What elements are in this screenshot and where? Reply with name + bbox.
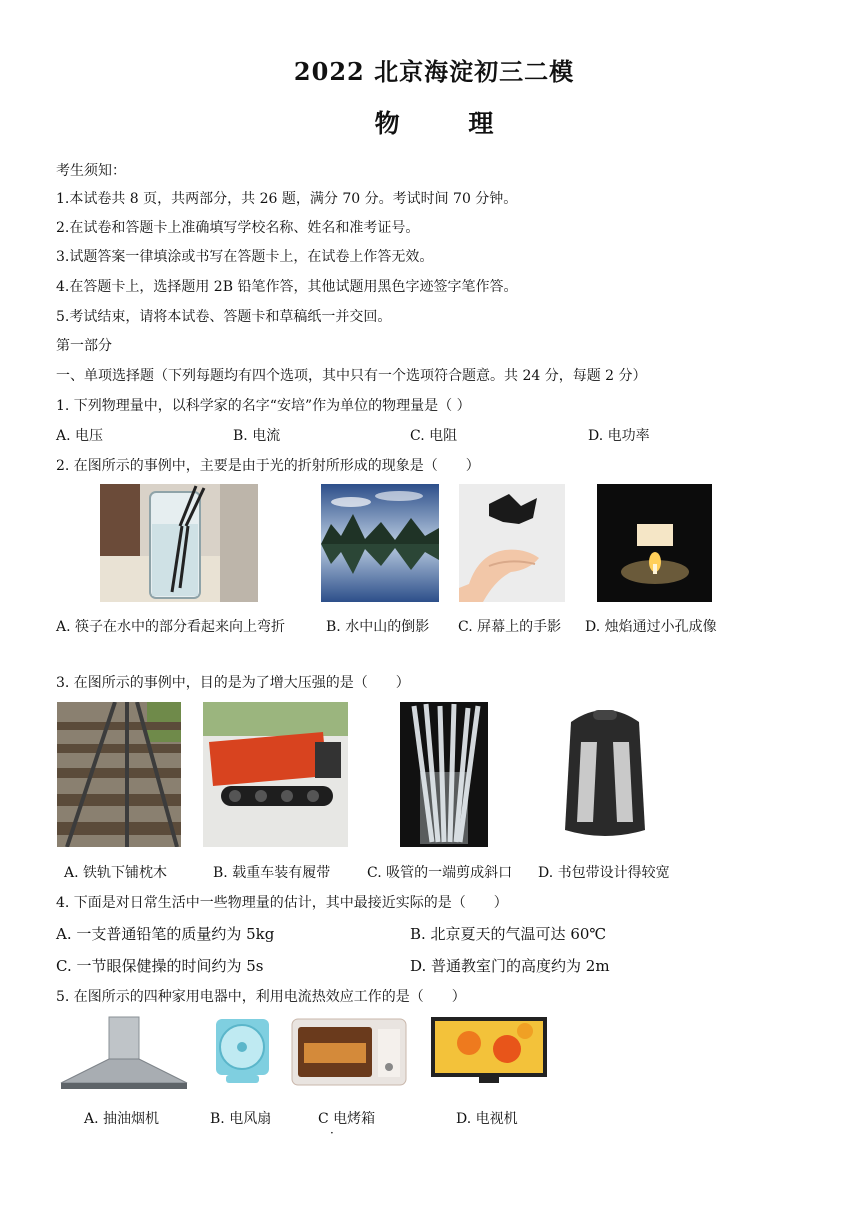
q5-stem: 5. 在图所示的四种家用电器中，利用电流热效应工作的是（ ） [56,989,466,1005]
footer-dot: · [330,1126,334,1140]
q4-option-d: D. 普通教室门的高度约为 2m [410,957,610,975]
pinhole-candle-photo [597,484,712,602]
q2-option-d: D. 烛焰通过小孔成像 [585,619,717,635]
notice-item-3: 3.试题答案一律填涂或书写在答题卡上，在试卷上作答无效。 [56,249,434,265]
q1-option-a: A. 电压 [56,428,104,444]
q5-option-a: A. 抽油烟机 [84,1111,160,1127]
q2-stem: 2. 在图所示的事例中，主要是由于光的折射所形成的现象是（ ） [56,458,480,474]
backpack-photo [547,702,663,847]
electric-oven-photo [290,1015,408,1093]
q4-option-b: B. 北京夏天的气温可达 60℃ [410,925,607,943]
q1-stem: 1. 下列物理量中，以科学家的名字“安培”作为单位的物理量是（ ） [56,398,471,414]
television-photo [429,1015,549,1087]
q5-option-c: C 电烤箱 [318,1111,376,1127]
notice-item-1: 1.本试卷共 8 页，共两部分，共 26 题，满分 70 分。考试时间 70 分钟。 [56,191,518,207]
q3-option-b: B. 载重车装有履带 [213,865,331,881]
q4-option-c: C. 一节眼保健操的时间约为 5s [56,957,264,975]
chopsticks-in-water-photo [100,484,258,602]
subject-title: 物 理 [374,109,494,138]
q4-stem: 4. 下面是对日常生活中一些物理量的估计，其中最接近实际的是（ ） [56,895,508,911]
q3-option-c: C. 吸管的一端剪成斜口 [367,865,513,881]
q5-option-d: D. 电视机 [456,1111,518,1127]
notice-item-4: 4.在答题卡上，选择题用 2B 铅笔作答，其他试题用黑色字迹签字笔作答。 [56,279,518,295]
straws-photo [400,702,488,847]
q2-option-c: C. 屏幕上的手影 [458,619,562,635]
exam-title: 2022 北京海淀初三二模 [293,57,575,86]
notice-item-2: 2.在试卷和答题卡上准确填写学校名称、姓名和准考证号。 [56,220,420,236]
q3-option-d: D. 书包带设计得较宽 [538,865,670,881]
q4-option-a: A. 一支普通铅笔的质量约为 5kg [56,925,275,943]
notice-heading: 考生须知： [56,163,126,179]
tracked-truck-photo [203,702,348,847]
q1-option-d: D. 电功率 [588,428,650,444]
hand-shadow-photo [459,484,565,602]
notice-item-5: 5.考试结束，请将本试卷、答题卡和草稿纸一并交回。 [56,309,392,325]
railway-sleepers-photo [57,702,181,847]
range-hood-photo [57,1015,192,1095]
q3-option-a: A. 铁轨下铺枕木 [64,865,168,881]
section-heading: 一、单项选择题（下列每题均有四个选项，其中只有一个选项符合题意。共 24 分，每题 2 分） [56,368,647,384]
q1-option-c: C. 电阻 [410,428,458,444]
q2-option-a: A. 筷子在水中的部分看起来向上弯折 [56,619,286,635]
mountain-reflection-photo [321,484,439,602]
q1-option-b: B. 电流 [233,428,281,444]
part-label: 第一部分 [56,338,112,354]
q2-option-b: B. 水中山的倒影 [326,619,430,635]
q5-option-b: B. 电风扇 [210,1111,272,1127]
electric-fan-photo [212,1015,273,1087]
q3-stem: 3. 在图所示的事例中，目的是为了增大压强的是（ ） [56,675,410,691]
